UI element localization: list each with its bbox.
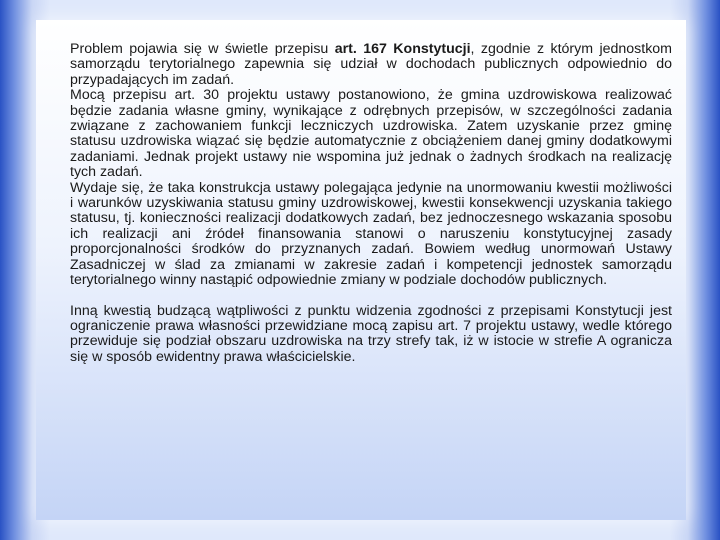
bold-reference: art. 167 Konstytucji — [334, 41, 471, 57]
paragraph-constitution-art-167 — [70, 42, 672, 88]
paragraph-1-text-start: Problem pojawia się w świetle przepisu — [70, 41, 335, 57]
slide-text — [70, 42, 672, 365]
paragraph-art-30: Mocą przepisu art. 30 projektu ustawy postanowiono, że gmina uzdrowiskowa realizować będzie zadania własne gminy, wynikające z odrębnych przepisów, w szczególności zadania związane z zachowaniem funkcji leczniczych uzdrowiska. Zatem uzyskanie przez gminę statusu uzdrowiska wiązać się będzie automatycznie z obciążeniem danej gminy dodatkowymi zadaniami. Jednak projekt ustawy nie wspomina już jednak o żadnych środkach na realizację tych zadań. — [70, 87, 672, 181]
paragraph-proportionality: Wydaje się, że taka konstrukcja ustawy polegająca jedynie na unormowaniu kwestii możliwości i warunków uzyskiwania statusu gminy uzdrowiskowej, kwestii konsekwencji uzyskania takiego statusu, tj. konieczności realizacji dodatkowych zadań, bez jednoczesnego wskazania sposobu ich realizacji ani źródeł finansowania stanowi o naruszeniu konstytucyjnej zasady proporcjonalności środków do przyznanych zadań. Bowiem według unormowań Ustawy Zasadniczej w ślad za zmianami w zakresie zadań i kompetencji jednostek samorządu terytorialnego winny nastąpić odpowiednie zmiany w podziale dochodów publicznych. — [70, 179, 672, 289]
paragraph-1-text-end: , zgodnie z którym jednostkom samorządu terytorialnego zapewnia się udział w dochodach publicznych odpowiednio do przypadających im zadań. — [70, 41, 672, 88]
paragraph-property-rights: Inną kwestią budzącą wątpliwości z punktu widzenia zgodności z przepisami Konstytucji jest ograniczenie prawa własności przewidziane mocą zapisu art. 7 projektu ustawy, wedle którego przewiduje się podział obszaru uzdrowiska na trzy strefy tak, iż w istocie w strefie A ogranicza się w sposób ewidentny prawa właścicielskie. — [70, 302, 672, 365]
slide — [36, 20, 686, 520]
